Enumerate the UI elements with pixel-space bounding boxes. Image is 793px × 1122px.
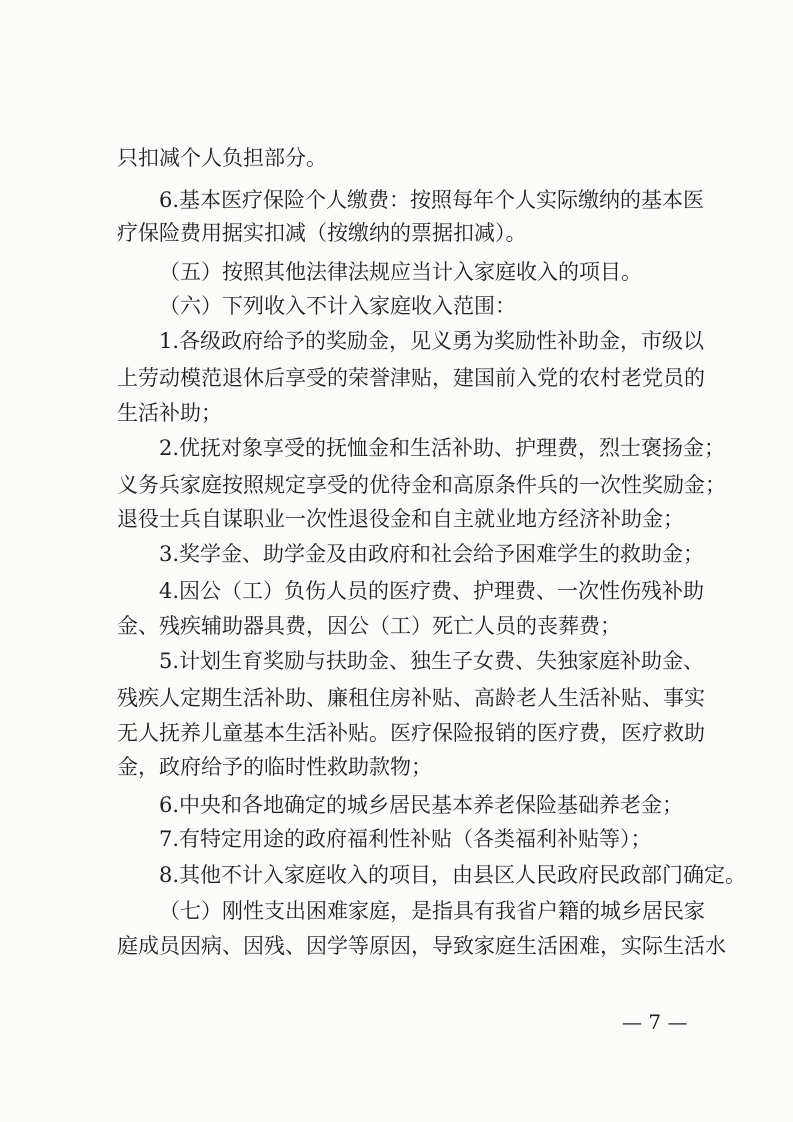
text-line: （六）下列收入不计入家庭收入范围： <box>159 294 516 318</box>
text-line: 金、残疾辅助器具费，因公（工）死亡人员的丧葬费； <box>117 614 621 638</box>
text-line: 4.因公（工）负伤人员的医疗费、护理费、一次性伤残补助 <box>159 579 705 603</box>
text-line: 1.各级政府给予的奖励金，见义勇为奖励性补助金，市级以 <box>159 329 705 353</box>
text-line: 6.中央和各地确定的城乡居民基本养老保险基础养老金； <box>159 793 684 817</box>
text-line: 6.基本医疗保险个人缴费：按照每年个人实际缴纳的基本医 <box>159 188 705 212</box>
text-line: （七）刚性支出困难家庭，是指具有我省户籍的城乡居民家 <box>159 899 705 923</box>
text-line: 疗保险费用据实扣减（按缴纳的票据扣减）。 <box>117 221 527 245</box>
text-line: 金，政府给予的临时性救助款物； <box>117 755 432 779</box>
text-line: 无人抚养儿童基本生活补贴。医疗保险报销的医疗费，医疗救助 <box>117 721 705 745</box>
text-line: 7.有特定用途的政府福利性补贴（各类福利补贴等）； <box>159 827 652 851</box>
text-line: 只扣减个人负担部分。 <box>117 146 327 170</box>
text-line: （五）按照其他法律法规应当计入家庭收入的项目。 <box>159 260 642 284</box>
text-line: 上劳动模范退休后享受的荣誉津贴，建国前入党的农村老党员的 <box>117 366 705 390</box>
page-number: — 7 — <box>622 1010 688 1034</box>
text-line: 3.奖学金、助学金及由政府和社会给予困难学生的救助金； <box>159 542 705 566</box>
text-line: 2.优抚对象享受的抚恤金和生活补助、护理费，烈士褒扬金； <box>159 436 726 460</box>
text-line: 义务兵家庭按照规定享受的优待金和高原条件兵的一次性奖励金； <box>117 473 726 497</box>
text-line: 生活补助； <box>117 401 222 425</box>
text-line: 退役士兵自谋职业一次性退役金和自主就业地方经济补助金； <box>117 507 684 531</box>
text-line: 8.其他不计入家庭收入的项目，由县区人民政府民政部门确定。 <box>159 863 747 887</box>
text-line: 庭成员因病、因残、因学等原因，导致家庭生活困难，实际生活水 <box>117 934 726 958</box>
text-line: 残疾人定期生活补助、廉租住房补贴、高龄老人生活补贴、事实 <box>117 686 705 710</box>
text-line: 5.计划生育奖励与扶助金、独生子女费、失独家庭补助金、 <box>159 649 705 673</box>
